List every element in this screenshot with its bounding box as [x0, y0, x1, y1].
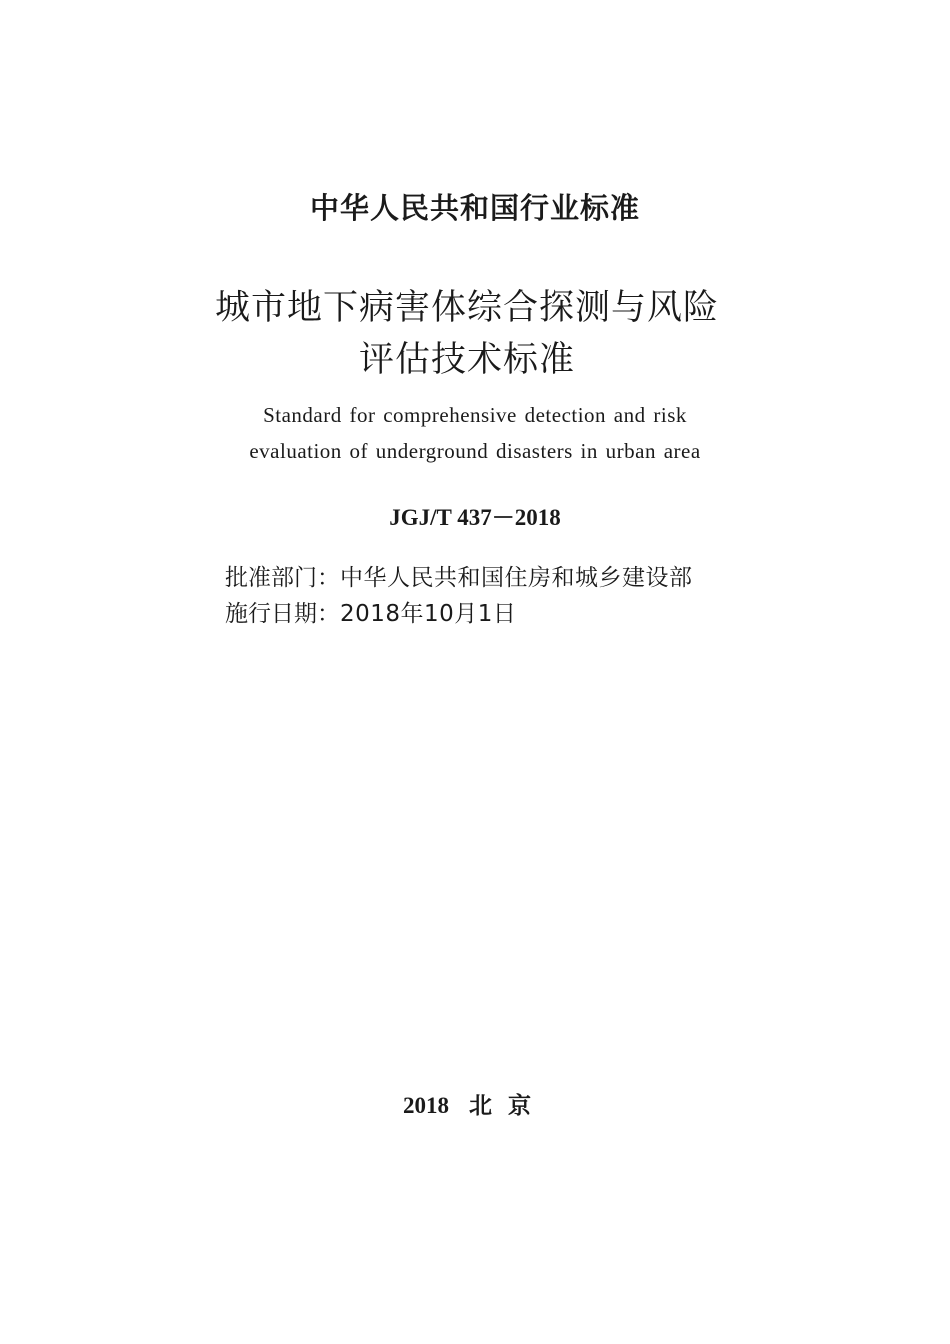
effective-date-label: 施行日期： [225, 601, 340, 627]
publisher-line [0, 1087, 950, 1120]
title-en-line1: Standard for comprehensive detection and risk [263, 403, 687, 427]
effective-date-row [225, 596, 693, 632]
title-zh-line2: 评估技术标准 [358, 340, 575, 380]
approval-label: 批准部门： [225, 565, 340, 591]
publisher-year: 2018 [403, 1093, 449, 1118]
effective-date-value: 2018年10月1日 [340, 601, 517, 627]
approval-row [225, 560, 693, 596]
approval-value: 中华人民共和国住房和城乡建设部 [340, 565, 693, 591]
standard-number: JGJ/T 437－2018 [389, 505, 561, 530]
title-zh-line1: 城市地下病害体综合探测与风险 [214, 288, 719, 328]
title-en-line2: evaluation of underground disasters in urban area [249, 439, 701, 463]
publisher-city: 北京 [469, 1093, 547, 1119]
series-title: 中华人民共和国行业标准 [309, 191, 640, 225]
meta-block [225, 560, 693, 632]
